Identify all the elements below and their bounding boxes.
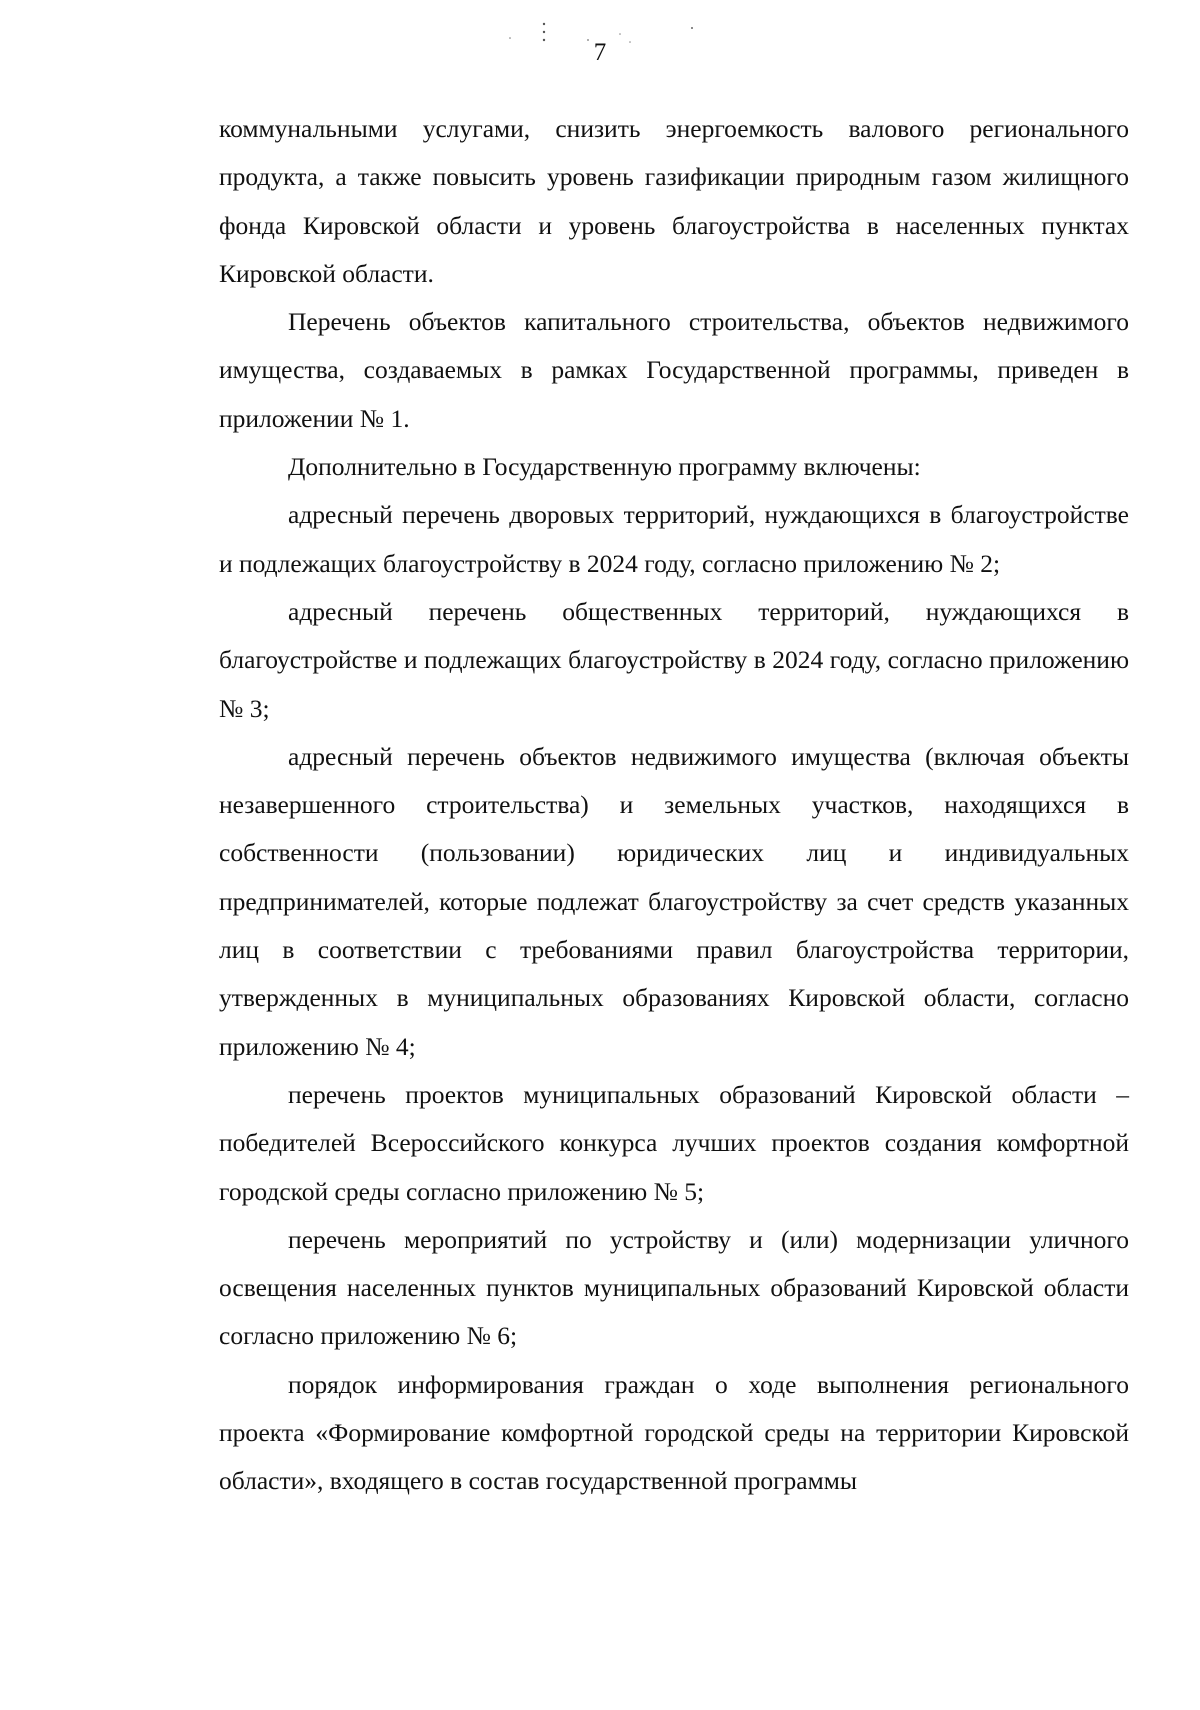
- paragraph-capital-objects: Перечень объектов капитального строительства, объектов недвижимого имущества, создаваемых в рамках Государственной программы, приведен в приложении № 1.: [219, 307, 1129, 433]
- body-text: [219, 105, 1129, 1506]
- paragraph-continuation: коммунальными услугами, снизить энергоемкость валового регионального продукта, а также повысить уровень газификации природным газом жилищного фонда Кировской области и уровень благоустройства в населенных пунктах Кировской области.: [219, 114, 1129, 288]
- list-item-public-territories: адресный перечень общественных территорий, нуждающихся в благоустройстве и подлежащих благоустройству в 2024 году, согласно приложению № 3;: [219, 596, 1129, 723]
- list-item-information-procedure: порядок информирования граждан о ходе выполнения регионального проекта «Формирование комфортной городской среды на территории Кировской области», входящего в состав государственной программы: [219, 1369, 1129, 1496]
- list-item-street-lighting: перечень мероприятий по устройству и (или) модернизации уличного освещения населенных пунктов муниципальных образований Кировской области согласно приложению № 6;: [219, 1224, 1129, 1351]
- list-item-yard-territories: адресный перечень дворовых территорий, нуждающихся в благоустройстве и подлежащих благоустройству в 2024 году, согласно приложению № 2;: [219, 500, 1129, 578]
- paragraph-additional-inclusions: Дополнительно в Государственную программу включены:: [288, 452, 921, 482]
- page-number: 7: [593, 39, 607, 66]
- scan-noise-dots: [470, 10, 770, 50]
- list-item-real-estate-objects: адресный перечень объектов недвижимого имущества (включая объекты незавершенного строительства) и земельных участков, находящихся в собственности (пользовании) юридических лиц и индивидуальных предпринимателей, которые подлежат благоустройству за счет средств указанных лиц в соответствии с требованиями правил благоустройства территории, утвержденных в муниципальных образованиях Кировской области, согласно приложению № 4;: [219, 741, 1129, 1061]
- list-item-contest-winners: перечень проектов муниципальных образований Кировской области – победителей Всероссийского конкурса лучших проектов создания комфортной городской среды согласно приложению № 5;: [219, 1079, 1129, 1206]
